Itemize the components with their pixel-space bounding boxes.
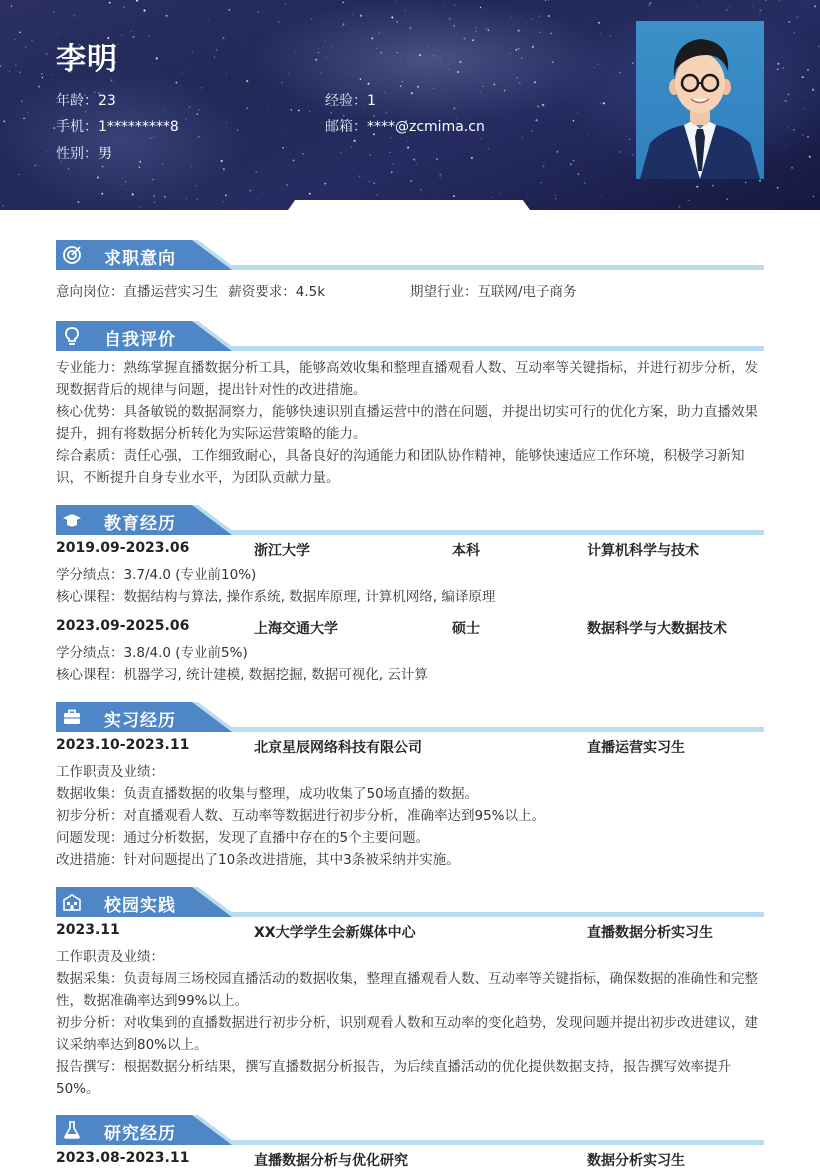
intern-line: 问题发现：通过分析数据，发现了直播中存在的5个主要问题。	[56, 830, 430, 846]
candidate-name: 李明	[56, 42, 118, 77]
section-header-research	[56, 1115, 764, 1145]
section-title: 求职意向	[104, 249, 176, 269]
self-paragraph: 专业能力：熟练掌握直播数据分析工具，能够高效收集和整理直播观看人数、互动率等关键指标，并进行初步分析，发现数据背后的规律与问题，提出针对性的改进措施。	[56, 360, 758, 398]
research-project: 直播数据分析与优化研究	[254, 1153, 408, 1169]
experience-info: 经验：1	[325, 93, 376, 109]
campus-line: 初步分析：对收集到的直播数据进行初步分析，识别观看人数和互动率的变化趋势，发现问题并提出初步改进建议，建议采纳率达到80%以上。	[56, 1015, 758, 1053]
self-paragraph: 核心优势：具备敏锐的数据洞察力，能够快速识别直播运营中的潜在问题，并提出切实可行的优化方案，助力直播效果提升，拥有将数据分析转化为实际运营策略的能力。	[56, 404, 758, 442]
resume-header	[0, 0, 820, 210]
gender-info: 性别：男	[56, 146, 112, 162]
self-paragraph: 综合素质：责任心强，工作细致耐心，具备良好的沟通能力和团队协作精神，能够快速适应工作环境，积极学习新知识，不断提升自身专业水平，为团队贡献力量。	[56, 448, 745, 486]
campus-details	[56, 946, 764, 1100]
intent-industry: 期望行业：互联网/电子商务	[410, 284, 577, 300]
briefcase-icon	[62, 707, 82, 727]
age-info: 年龄：23	[56, 93, 116, 109]
intern-date: 2023.10-2023.11	[56, 737, 190, 753]
edu-school: 浙江大学	[254, 543, 310, 559]
edu-major: 数据科学与大数据技术	[587, 621, 727, 637]
section-header-internship	[56, 702, 764, 732]
campus-line: 报告撰写：根据数据分析结果，撰写直播数据分析报告，为后续直播活动的优化提供数据支持，报告撰写效率提升50%。	[56, 1059, 731, 1097]
edu-degree: 本科	[452, 543, 480, 559]
edu-school: 上海交通大学	[254, 621, 338, 637]
intern-line: 改进措施：针对问题提出了10条改进措施，其中3条被采纳并实施。	[56, 852, 460, 868]
intent-salary: 薪资要求：4.5k	[228, 284, 326, 300]
edu-courses: 核心课程：机器学习, 统计建模, 数据挖掘, 数据可视化, 云计算	[56, 667, 428, 683]
education-details	[56, 564, 764, 608]
campus-line: 数据采集：负责每周三场校园直播活动的数据收集，整理直播观看人数、互动率等关键指标，确保数据的准确性和完整性，数据准确率达到99%以上。	[56, 971, 758, 1009]
edu-degree: 硕士	[452, 621, 480, 637]
bulb-icon	[62, 326, 82, 346]
target-icon	[62, 245, 82, 265]
edu-major: 计算机科学与技术	[587, 543, 699, 559]
education-row	[56, 540, 764, 562]
intent-position: 意向岗位：直播运营实习生	[56, 284, 218, 300]
internship-row	[56, 737, 764, 759]
section-title: 校园实践	[104, 896, 176, 916]
research-row	[56, 1150, 764, 1172]
education-row	[56, 618, 764, 640]
section-header-self	[56, 321, 764, 351]
flask-icon	[62, 1120, 82, 1140]
intern-line: 数据收集：负责直播数据的收集与整理，成功收集了50场直播的数据。	[56, 786, 479, 802]
research-role: 数据分析实习生	[587, 1153, 685, 1169]
section-header-campus	[56, 887, 764, 917]
phone-info: 手机：1*********8	[56, 119, 179, 135]
campus-date: 2023.11	[56, 922, 120, 938]
campus-org: XX大学学生会新媒体中心	[254, 925, 416, 941]
intern-line: 初步分析：对直播观看人数、互动率等数据进行初步分析，准确率达到95%以上。	[56, 808, 546, 824]
intern-role: 直播运营实习生	[587, 740, 685, 756]
edu-date: 2019.09-2023.06	[56, 540, 190, 556]
building-icon	[62, 892, 82, 912]
edu-gpa: 学分绩点：3.8/4.0 (专业前5%)	[56, 645, 248, 661]
section-header-intent	[56, 240, 764, 270]
edu-date: 2023.09-2025.06	[56, 618, 190, 634]
job-intent-line	[56, 281, 764, 303]
campus-role: 直播数据分析实习生	[587, 925, 713, 941]
section-title: 实习经历	[104, 711, 176, 731]
section-title: 自我评价	[104, 330, 176, 350]
header-notch	[288, 200, 530, 210]
profile-photo	[636, 21, 764, 179]
edu-courses: 核心课程：数据结构与算法, 操作系统, 数据库原理, 计算机网络, 编译原理	[56, 589, 496, 605]
self-evaluation	[56, 357, 764, 489]
internship-details	[56, 761, 764, 871]
graduation-cap-icon	[62, 510, 82, 530]
campus-line: 工作职责及业绩：	[56, 949, 164, 965]
intern-line: 工作职责及业绩：	[56, 764, 164, 780]
campus-row	[56, 922, 764, 944]
research-date: 2023.08-2023.11	[56, 1150, 190, 1166]
email-info: 邮箱：****@zcmima.cn	[325, 119, 485, 135]
intern-company: 北京星辰网络科技有限公司	[254, 740, 422, 756]
section-title: 研究经历	[104, 1124, 176, 1144]
section-header-education	[56, 505, 764, 535]
education-details	[56, 642, 764, 686]
section-title: 教育经历	[104, 514, 176, 534]
edu-gpa: 学分绩点：3.7/4.0 (专业前10%)	[56, 567, 257, 583]
